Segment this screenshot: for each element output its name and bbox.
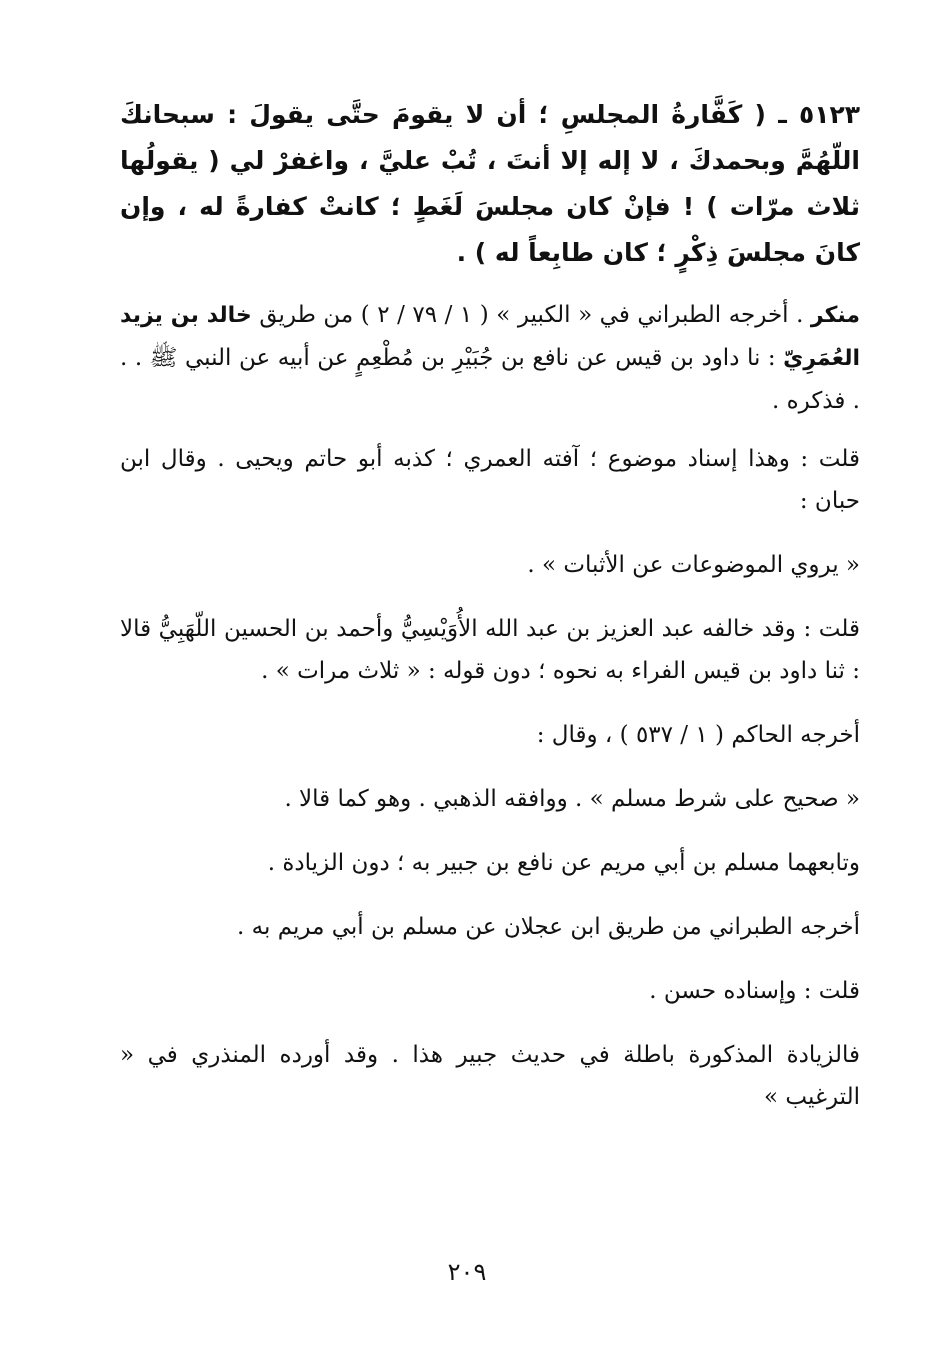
- grade-label: منكر: [810, 303, 861, 328]
- paragraph-tabarani: أخرجه الطبراني من طريق ابن عجلان عن مسلم بن أبي مريم به .: [237, 914, 860, 940]
- paragraph-conclusion: فالزيادة المذكورة باطلة في حديث جبير هذا . وقد أورده المنذري في « الترغيب »: [120, 1042, 860, 1110]
- paragraph-hakim: أخرجه الحاكم ( ١ / ٥٣٧ ) ، وقال :: [536, 722, 860, 748]
- paragraph-isnad: قلت : وإسناده حسن .: [649, 978, 860, 1004]
- text-column: [120, 92, 860, 1118]
- narrator-name: خالد بن يزيد العُمَرِيّ: [120, 303, 860, 371]
- paragraph-quote-2: « صحيح على شرط مسلم » . ووافقه الذهبي . وهو كما قالا .: [284, 786, 860, 812]
- paragraph-quote-1: « يروي الموضوعات عن الأثبات » .: [527, 552, 860, 578]
- takhrij-text-2: : نا داود بن قيس عن نافع بن جُبَيْرِ بن مُطْعِمٍ عن أبيه عن النبي ﷺ . . . فذكره .: [120, 345, 860, 414]
- takhrij-text-1: . أخرجه الطبراني في « الكبير » ( ١ / ٧٩ / ٢ ) من طريق: [251, 302, 811, 328]
- page-number: ٢٠٩: [447, 1258, 487, 1286]
- paragraph-comment-2: قلت : وقد خالفه عبد العزيز بن عبد الله الأُوَيْسِيُّ وأحمد بن الحسين اللّهَبِيُّ قالا : ثنا داود بن قيس الفراء به نحوه ؛ دون قوله : « ثلاث مرات » .: [120, 616, 860, 684]
- paragraph-takhrij: [120, 294, 860, 422]
- paragraph-mutaba: وتابعهما مسلم بن أبي مريم عن نافع بن جبير به ؛ دون الزيادة .: [267, 850, 860, 876]
- hadith-text: ٥١٢٣ ـ ( كَفَّارةُ المجلسِ ؛ أن لا يقومَ حتَّى يقولَ : سبحانكَ اللّهُمَّ وبحمدكَ ، لا إله إلا أنتَ ، تُبْ عليَّ ، واغفرْ لي ( يقولُها ثلاث مرّات ) ! فإنْ كان مجلسَ لَغَطٍ ؛ كانتْ كفارةً له ، وإن كانَ مجلسَ ذِكْرٍ ؛ كان طابِعاً له ) .: [120, 100, 860, 267]
- paragraph-comment-1: قلت : وهذا إسناد موضوع ؛ آفته العمري ؛ كذبه أبو حاتم ويحيى . وقال ابن حبان :: [120, 446, 860, 514]
